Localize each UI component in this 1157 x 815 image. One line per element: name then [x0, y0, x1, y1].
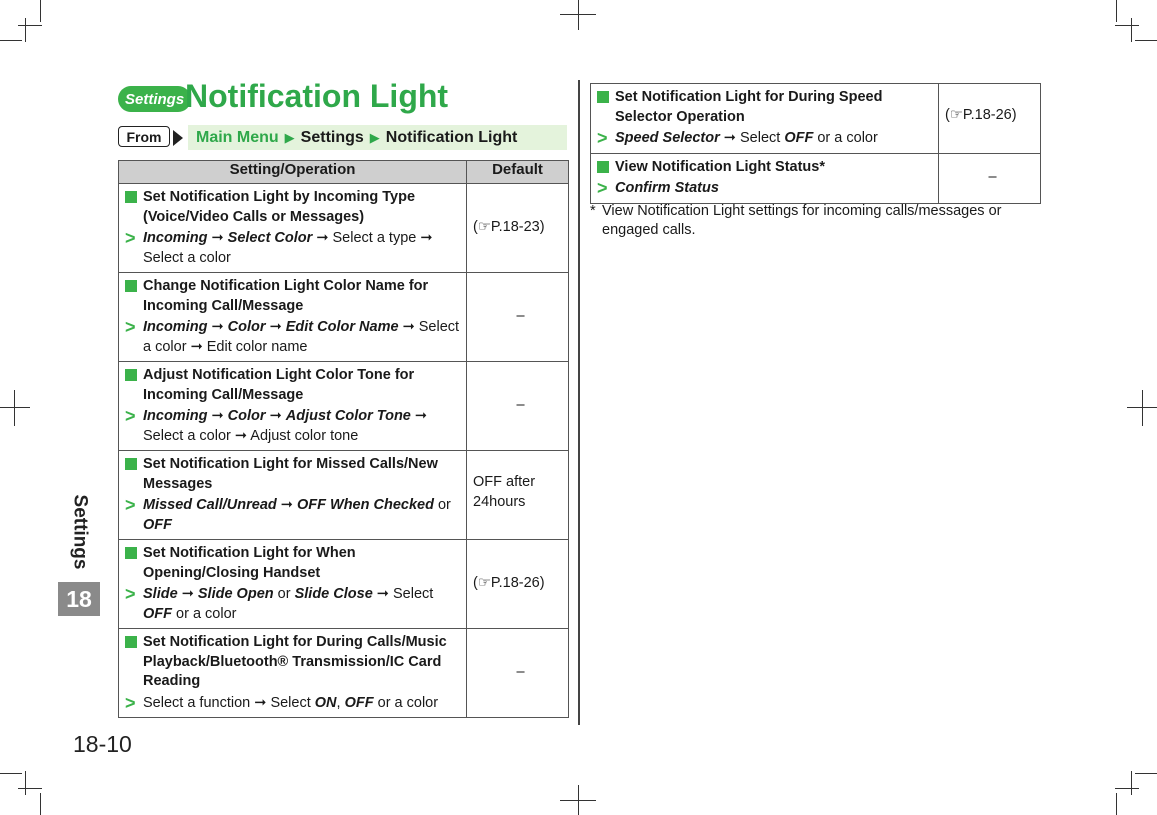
right-arrow-icon: ➞ [420, 230, 433, 246]
step-key: Slide [143, 586, 178, 602]
step-text: or a color [817, 130, 878, 146]
chevron-right-icon: > [125, 495, 136, 515]
default-value: – [467, 273, 569, 362]
step-text: Select a color [143, 427, 231, 444]
table-row [119, 273, 569, 362]
step-key: OFF When Checked [296, 497, 434, 513]
default-value: (☞P.18-23) [467, 184, 569, 273]
path-settings: Settings [300, 128, 364, 146]
page-title: Notification Light [185, 78, 449, 114]
square-bullet-icon [125, 636, 137, 648]
right-arrow-icon: ➞ [280, 497, 293, 513]
table-row [119, 362, 569, 451]
chapter-label: Settings [69, 494, 91, 570]
chevron-right-icon: > [125, 584, 136, 604]
page-number: 18-10 [73, 731, 132, 757]
step-key: Slide Close [294, 586, 373, 602]
step-text: or a color [176, 605, 237, 622]
right-arrow-icon: ➞ [211, 319, 224, 335]
path-notification-light: Notification Light [385, 128, 518, 146]
default-value: OFF after 24hours [467, 451, 569, 540]
chevron-right-icon: > [125, 406, 136, 426]
chevron-right-icon: > [597, 128, 608, 148]
step-text: Select a type [332, 230, 417, 246]
step-key: OFF [143, 516, 172, 533]
default-value: – [467, 629, 569, 718]
step-text: Select a function [143, 694, 251, 711]
right-arrow-icon: ➞ [402, 319, 415, 335]
header-default: Default [467, 161, 569, 184]
step-key: Incoming [143, 408, 208, 424]
step-key: Missed Call/Unread [143, 497, 277, 513]
right-arrow-icon: ➞ [316, 230, 329, 246]
table-row [119, 629, 569, 718]
step-key: Speed Selector [615, 130, 720, 146]
default-value: – [467, 362, 569, 451]
step-key: Adjust Color Tone [285, 408, 411, 424]
right-arrow-icon: ➞ [190, 338, 203, 355]
right-arrow-icon: ➞ [269, 319, 282, 335]
right-arrow-icon: ➞ [181, 586, 194, 602]
chevron-right-icon: > [125, 228, 136, 248]
step-key: Select Color [227, 230, 313, 246]
table-row [119, 540, 569, 629]
step-key: Slide Open [197, 586, 274, 602]
step-text: or a color [377, 694, 439, 711]
step-text: Select a color [143, 319, 460, 355]
row-heading: Set Notification Light by Incoming Type (Voice/Video Calls or Messages) [143, 189, 416, 225]
right-arrow-icon: ➞ [234, 427, 248, 444]
default-value: (☞P.18-26) [467, 540, 569, 629]
row-heading: Set Notification Light for Missed Calls/New Messages [143, 456, 438, 492]
chevron-right-icon: > [597, 178, 608, 198]
step-text: Edit color name [206, 338, 308, 355]
step-key: OFF [344, 694, 374, 711]
step-key: Edit Color Name [285, 319, 399, 335]
square-bullet-icon [125, 280, 137, 292]
breadcrumb [188, 125, 567, 150]
menu-path [118, 125, 567, 150]
table-row [591, 153, 1041, 203]
settings-badge: Settings [118, 86, 191, 112]
step-text: Adjust color tone [250, 427, 359, 444]
default-value: (☞P.18-26) [939, 84, 1041, 154]
square-bullet-icon [125, 369, 137, 381]
footnote-text: View Notification Light settings for incoming calls/messages or engaged calls. [602, 203, 1002, 238]
header-operation: Setting/Operation [119, 161, 467, 184]
square-bullet-icon [597, 161, 609, 173]
footnote [590, 202, 1040, 240]
step-text: Select a color [143, 249, 231, 266]
step-key: OFF [784, 130, 814, 146]
step-text: or [277, 586, 291, 602]
path-main-menu: Main Menu [196, 128, 279, 146]
right-arrow-icon: ➞ [269, 408, 282, 424]
step-key: Incoming [143, 230, 208, 246]
row-heading: Set Notification Light for During Speed Selector Operation [615, 89, 883, 125]
row-heading: Change Notification Light Color Name for Incoming Call/Message [143, 278, 429, 314]
right-arrow-icon: ➞ [254, 694, 267, 711]
step-key: Color [227, 408, 266, 424]
right-arrow-icon: ➞ [211, 230, 224, 246]
table-row [119, 451, 569, 540]
row-heading: Set Notification Light for During Calls/Music Playback/Bluetooth® Transmission/IC Card Reading [143, 634, 447, 689]
square-bullet-icon [125, 547, 137, 559]
step-key: ON [314, 694, 337, 711]
step-text: Select [270, 694, 311, 711]
step-key: Incoming [143, 319, 208, 335]
chevron-right-icon: > [125, 317, 136, 337]
settings-table-continued [590, 83, 1041, 204]
step-key: OFF [143, 605, 172, 622]
table-row [591, 84, 1041, 154]
step-key: Color [227, 319, 266, 335]
triangle-right-icon: ▶ [369, 129, 380, 145]
step-text: , [336, 694, 341, 711]
step-text: or [437, 497, 451, 513]
step-text: Select [392, 586, 434, 602]
step-key: Confirm Status [615, 180, 719, 196]
right-arrow-icon: ➞ [376, 586, 389, 602]
row-heading: Adjust Notification Light Color Tone for Incoming Call/Message [143, 367, 415, 403]
settings-table [118, 160, 569, 718]
footnote-mark: * [590, 203, 596, 219]
chapter-number: 18 [58, 582, 100, 616]
column-divider [578, 80, 580, 725]
right-arrow-icon: ➞ [211, 408, 224, 424]
triangle-right-icon: ▶ [284, 129, 295, 145]
step-text: Select [739, 130, 781, 146]
square-bullet-icon [597, 91, 609, 103]
from-label: From [118, 126, 170, 147]
right-arrow-icon: ➞ [723, 130, 736, 146]
square-bullet-icon [125, 191, 137, 203]
chevron-right-icon: > [125, 692, 136, 713]
row-heading: View Notification Light Status* [615, 158, 825, 175]
play-arrow-icon [173, 130, 183, 146]
row-heading: Set Notification Light for When Opening/Closing Handset [143, 545, 356, 581]
default-value: – [939, 153, 1041, 203]
right-arrow-icon: ➞ [414, 408, 428, 424]
square-bullet-icon [125, 458, 137, 470]
table-row [119, 184, 569, 273]
chapter-tab [58, 482, 100, 616]
